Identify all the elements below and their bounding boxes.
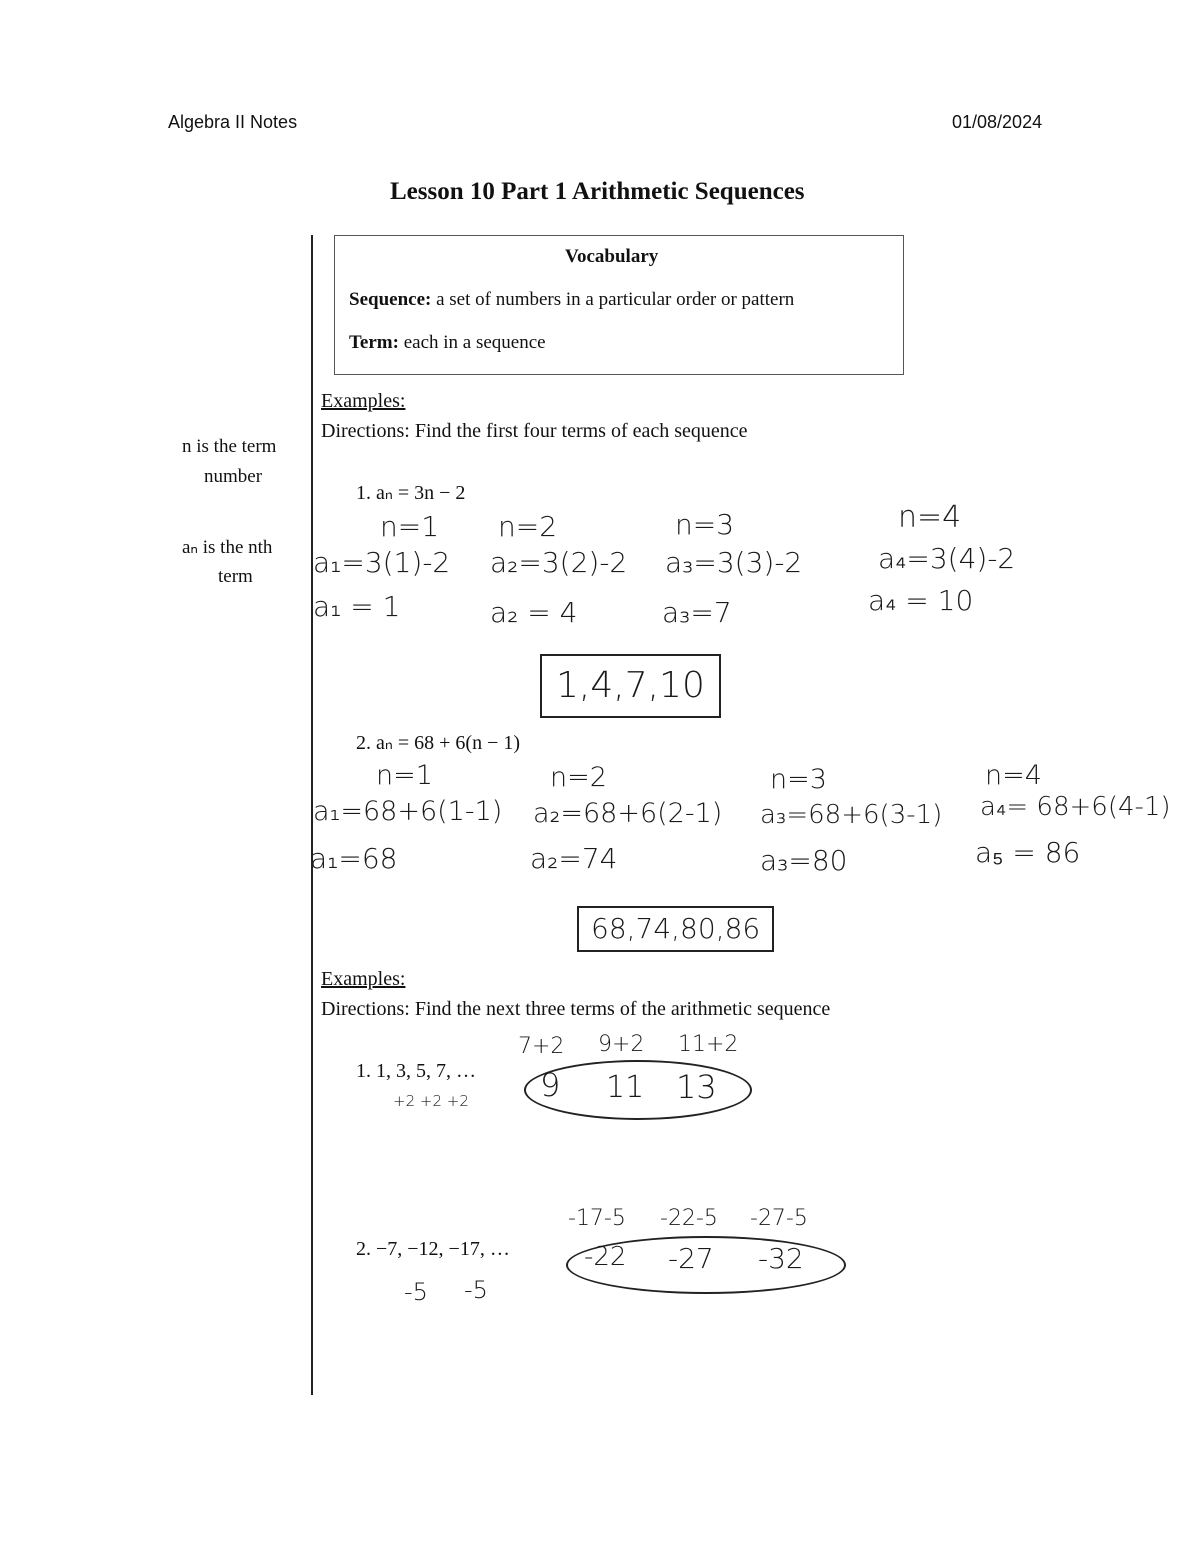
section2-directions: Directions: Find the next three terms of the arithmetic sequence — [321, 998, 831, 1020]
p2-n-label: n=3 — [770, 764, 827, 795]
sidebar-note-n-line1: n is the term — [182, 436, 277, 457]
p1-n-label: n=4 — [898, 500, 962, 535]
problem2-label: 2. aₙ = 68 + 6(n − 1) — [356, 732, 521, 754]
p1-answer-box: 1,4,7,10 — [540, 654, 721, 718]
vocabulary-box — [334, 235, 904, 375]
sidebar-note-n-line2: number — [204, 466, 263, 487]
p2-result: a₅ = 86 — [975, 836, 1081, 869]
lesson-title: Lesson 10 Part 1 Arithmetic Sequences — [390, 178, 805, 205]
p2-answer-box: 68,74,80,86 — [577, 906, 774, 952]
p2-substitution: a₂=68+6(2-1) — [533, 798, 723, 829]
s2-p2-answer: -22 — [584, 1242, 627, 1272]
sequence-def-text: a set of numbers in a particular order or pattern — [436, 289, 795, 310]
s2-p1-answer: 13 — [676, 1068, 717, 1106]
p2-substitution: a₄= 68+6(4-1) — [980, 792, 1171, 822]
p2-n-label: n=1 — [376, 760, 433, 791]
s2-p1-differences: +2 +2 +2 — [393, 1092, 469, 1110]
term-definition — [349, 332, 546, 354]
s2-p2-work: -22-5 — [660, 1206, 718, 1231]
s2-p2-work: -17-5 — [568, 1206, 626, 1231]
p1-n-label: n=1 — [380, 510, 440, 543]
p2-n-label: n=2 — [550, 762, 607, 793]
s2-p1-work: 7+2 — [518, 1034, 565, 1059]
p1-substitution: a₂=3(2)-2 — [490, 546, 628, 579]
p1-n-label: n=3 — [675, 508, 735, 541]
p1-result: a₃=7 — [662, 596, 732, 629]
course-name: Algebra II Notes — [168, 112, 298, 132]
term-def-text: each in a sequence — [403, 332, 546, 353]
p1-n-label: n=2 — [498, 510, 558, 543]
p2-result: a₃=80 — [760, 844, 848, 877]
p2-n-label: n=4 — [985, 760, 1042, 791]
s2-p2-work: -27-5 — [750, 1206, 808, 1231]
term-term: Term: — [349, 332, 399, 353]
s2-p1-answer: 11 — [606, 1070, 645, 1105]
p1-result: a₁ = 1 — [313, 590, 401, 623]
sequence-definition — [349, 289, 794, 311]
problem1-label: 1. aₙ = 3n − 2 — [356, 482, 466, 504]
p2-substitution: a₁=68+6(1-1) — [313, 796, 503, 827]
s2-p1-work: 9+2 — [598, 1032, 645, 1057]
section2-heading: Examples: — [321, 968, 406, 990]
p2-substitution: a₃=68+6(3-1) — [760, 800, 943, 830]
p1-result: a₄ = 10 — [868, 584, 974, 617]
p1-result: a₂ = 4 — [490, 596, 578, 629]
vocabulary-heading: Vocabulary — [565, 246, 659, 267]
s2-p2-difference: -5 — [404, 1278, 428, 1306]
s2-p2-answer: -27 — [668, 1242, 714, 1275]
sidebar-note-an-line1: aₙ is the nth — [182, 537, 273, 558]
s2-p2-answer: -32 — [758, 1242, 804, 1275]
p2-result: a₁=68 — [310, 842, 398, 875]
s2-problem2-label: 2. −7, −12, −17, … — [356, 1238, 510, 1260]
s2-p2-difference: -5 — [464, 1276, 488, 1304]
s2-p1-answer: 9 — [540, 1066, 561, 1104]
sidebar-note-an-line2: term — [218, 566, 253, 587]
p1-substitution: a₁=3(1)-2 — [313, 546, 451, 579]
p2-result: a₂=74 — [530, 842, 618, 875]
s2-p1-work: 11+2 — [678, 1032, 739, 1057]
sequence-term: Sequence: — [349, 289, 432, 310]
section1-heading: Examples: — [321, 390, 406, 412]
s2-problem1-label: 1. 1, 3, 5, 7, … — [356, 1060, 476, 1082]
notes-date: 01/08/2024 — [952, 112, 1043, 132]
section1-directions: Directions: Find the first four terms of each sequence — [321, 420, 748, 442]
p1-substitution: a₃=3(3)-2 — [665, 546, 803, 579]
p1-substitution: a₄=3(4)-2 — [878, 542, 1016, 575]
